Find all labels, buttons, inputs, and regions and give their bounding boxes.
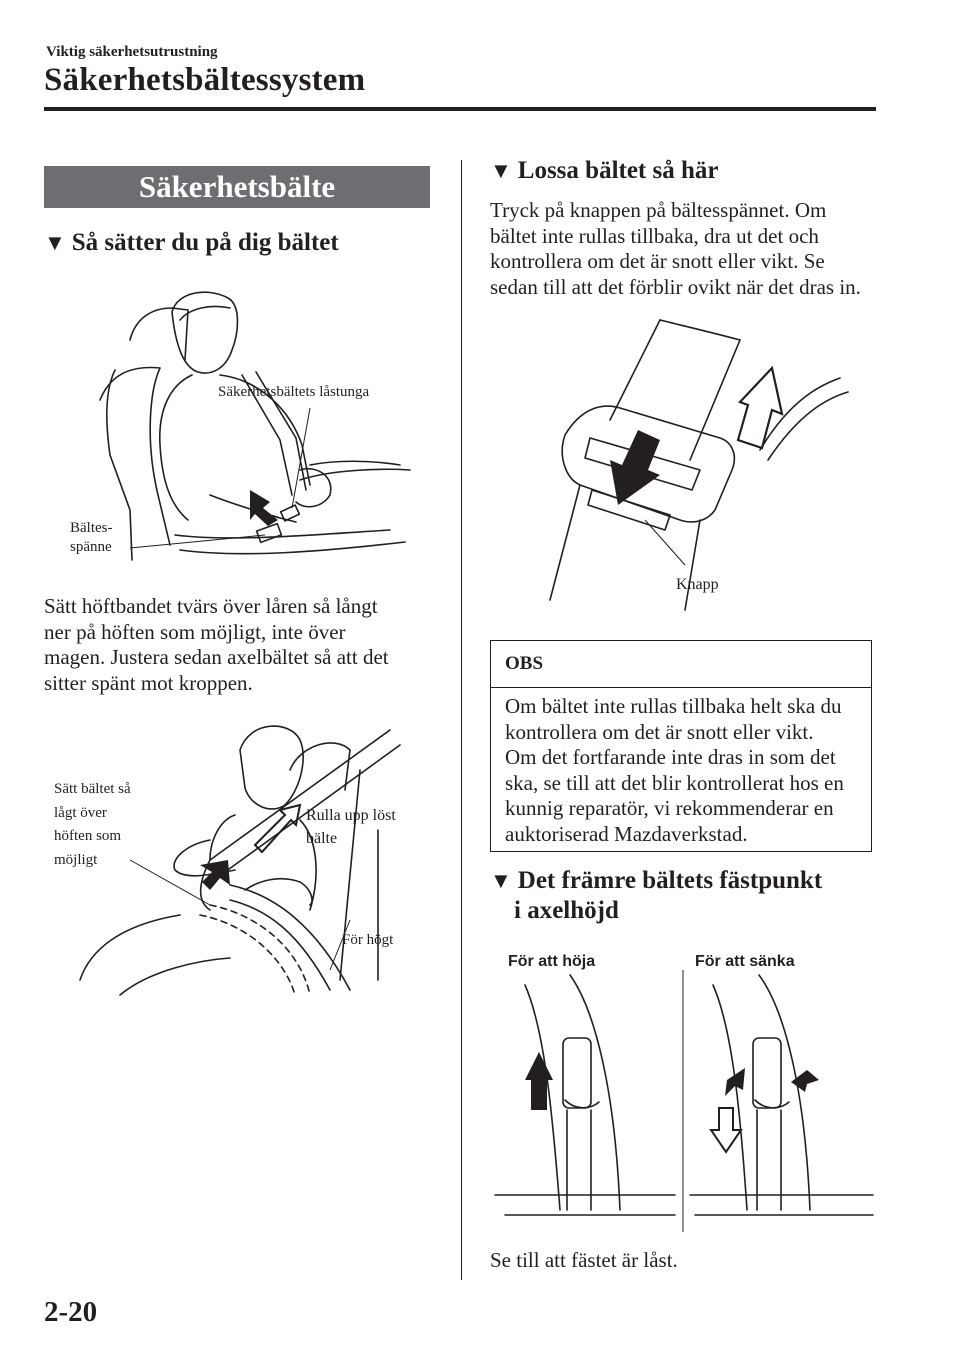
triangle-marker-icon: ▼ [44, 230, 66, 255]
label-low-line: lågt över [54, 804, 107, 821]
label-lower: För att sänka [695, 953, 795, 970]
label-raise: För att höja [508, 953, 596, 970]
note-box [490, 640, 872, 852]
occupant-torso [160, 375, 192, 520]
note-line: ska, se till att det blir kontrollerat hos en [505, 770, 844, 795]
label-button: Knapp [676, 576, 719, 593]
press-arrow-icon [610, 430, 660, 505]
adjuster-left [563, 1038, 591, 1108]
label-low-line: höften som [54, 828, 122, 844]
label-low [54, 778, 131, 872]
buckle-body [550, 485, 580, 600]
paragraph-line: Sätt höftbandet tvärs över låren så långt [44, 594, 378, 618]
pillar-right [713, 985, 747, 1210]
page-title: Säkerhetsbältessystem [44, 62, 366, 98]
figure-height-adjuster [495, 970, 875, 1240]
note-title: OBS [491, 641, 871, 688]
heading-fasten-text: Så sätter du på dig bältet [71, 229, 339, 256]
column-divider [461, 160, 462, 1280]
section-label: Viktig säkerhetsutrustning [46, 44, 218, 60]
paragraph-release [490, 198, 890, 300]
label-tongue: Säkerhetsbältets låstunga [218, 384, 370, 400]
occupant-head [240, 726, 303, 809]
label-low-line: möjligt [54, 851, 98, 868]
triangle-marker-icon: ▼ [490, 868, 512, 893]
paragraph-line: bältet inte rullas tillbaka, dra ut det och [490, 223, 819, 248]
label-retract [306, 804, 396, 850]
section-banner: Säkerhetsbälte [44, 166, 430, 208]
buckle [257, 524, 282, 543]
paragraph-line: Tryck på knappen på bältesspännet. Om [490, 198, 827, 222]
figure-buckle-release [510, 320, 860, 610]
lower-arrow-icon [711, 1108, 741, 1152]
figure-fasten-belt [60, 280, 440, 580]
retract-arrow-icon [738, 368, 782, 448]
triangle-marker-icon: ▼ [490, 158, 512, 183]
heading-release-text: Lossa bältet så här [517, 157, 719, 184]
note-line: kunnig reparatör, vi rekommenderar en [505, 796, 834, 821]
label-retract-line: bälte [306, 830, 338, 847]
paragraph-locked: Se till att fästet är låst. [490, 1248, 678, 1272]
heading-release [490, 156, 719, 186]
paragraph-line: sitter spänt mot kroppen. [44, 670, 253, 695]
label-retract-line: Rulla upp löst [306, 807, 396, 824]
note-line: kontrollera om det är snott eller vikt. [505, 719, 814, 744]
headrest [130, 308, 188, 360]
tongue [281, 505, 300, 521]
label-low-line: Sätt bältet så [54, 781, 131, 797]
paragraph-line: magen. Justera sedan axelbältet så att det [44, 645, 389, 670]
paragraph-line: ner på höften som möjligt, inte över [44, 619, 346, 644]
paragraph-line: sedan till att det förblir ovikt när det dras in. [490, 274, 861, 299]
note-line: Om det fortfarande inte dras in som det [505, 745, 836, 770]
title-rule [44, 107, 876, 111]
adjuster-right [753, 1038, 781, 1108]
paragraph-fasten [44, 594, 444, 696]
note-line: auktoriserad Mazdaverkstad. [505, 821, 748, 846]
heading-fasten [44, 228, 339, 258]
page-number: 2-20 [44, 1296, 98, 1328]
heading-anchor-line2: i axelhöjd [514, 897, 619, 924]
note-line: Om bältet inte rullas tillbaka helt ska du [505, 694, 842, 718]
paragraph-line: kontrollera om det är snott eller vikt. Se [490, 249, 825, 274]
note-text [491, 688, 871, 848]
label-high: För högt [342, 932, 394, 948]
squeeze-left-arrow-icon [725, 1068, 745, 1096]
insert-arrow-icon [250, 490, 278, 526]
heading-anchor-line1: Det främre bältets fästpunkt [517, 867, 823, 894]
occupant-head [172, 292, 238, 373]
label-buckle-2: spänne [70, 539, 112, 555]
raise-arrow-icon [525, 1052, 553, 1110]
label-buckle-1: Bältes- [70, 520, 113, 536]
lap-belt [230, 900, 330, 990]
belt-strap [610, 320, 660, 420]
heading-anchor [490, 866, 822, 926]
